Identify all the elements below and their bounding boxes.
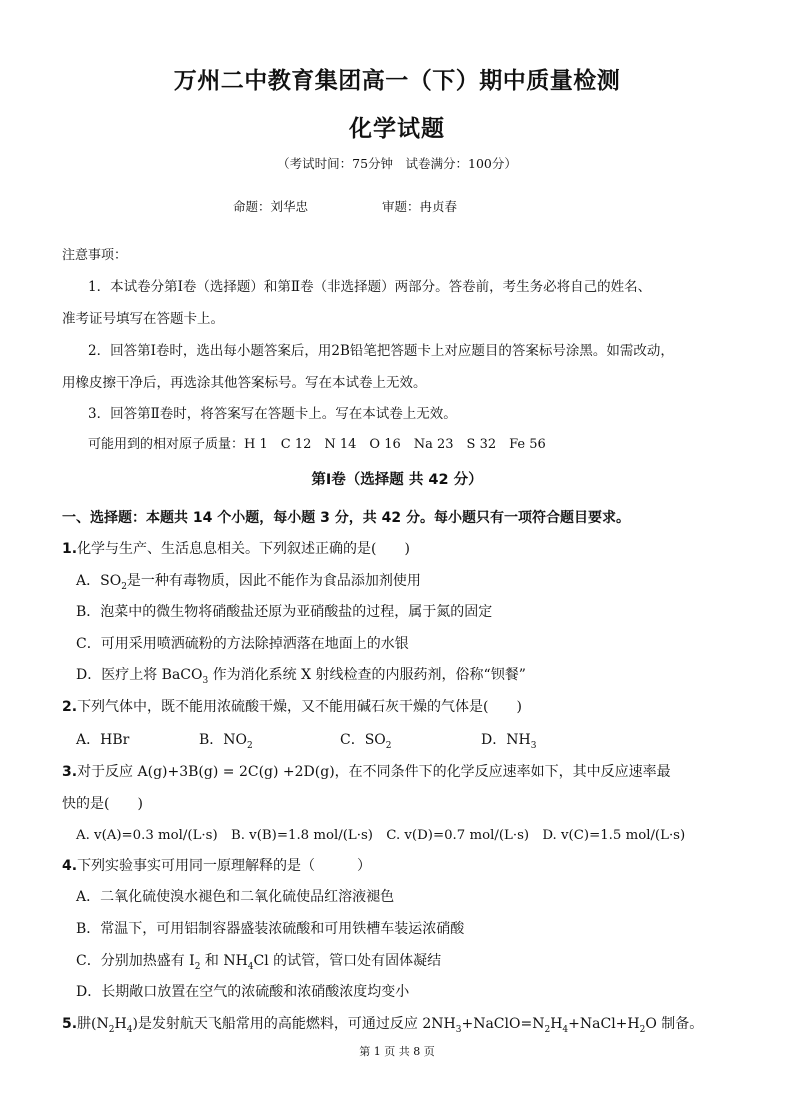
reviewer: 审题：冉贞春 <box>382 199 458 214</box>
q2-option-b: B．$NO_2$ <box>199 732 253 751</box>
question-2-number: 2. <box>62 699 78 715</box>
atomic-masses: 可能用到的相对原子质量：H 1 C 12 N 14 O 16 Na 23 S 32 Fe 56 <box>88 437 546 452</box>
exam-meta: （考试时间：75分钟 试卷满分：100分） <box>277 156 517 171</box>
q1-option-a: A．$SO_2$是一种有毒物质，因此不能作为食品添加剂使用 <box>76 573 421 592</box>
q1-option-d: D．医疗上将 BaCO$_3$ 作为消化系统 X 射线检查的内服药剂，俗称“钡餐” <box>76 667 526 686</box>
q1-option-c: C．可用采用喷洒硫粉的方法除掉洒落在地面上的水银 <box>76 636 409 652</box>
subject-title: 化学试题 <box>349 116 445 142</box>
setter: 命题：刘华忠 <box>233 199 309 214</box>
question-4 <box>62 855 371 875</box>
note-2a: 2．回答第Ⅰ卷时，选出每小题答案后，用2B铅笔把答题卡上对应题目的答案标号涂黑。如需改动， <box>88 343 674 359</box>
question-1 <box>62 538 410 558</box>
question-5: 5.肼$(N_2H_4)$是发射航天飞船常用的高能燃料，可通过反应 $2NH_3+NaClO=N_2H_4+NaCl+H_2O$ 制备。 <box>62 1016 704 1035</box>
question-2 <box>62 696 522 716</box>
q2-option-d: D．$NH_3$ <box>481 732 537 751</box>
q4-option-d: D．长期敞口放置在空气的浓硫酸和浓硝酸浓度均变小 <box>76 984 410 1000</box>
page-footer: 第 1 页 共 8 页 <box>359 1045 435 1058</box>
notes-heading: 注意事项： <box>62 248 128 263</box>
question-3-stem-1: 对于反应 A(g)+3B(g) = 2C(g) +2D(g)，在不同条件下的化学反应速率如下，其中反应速率最 <box>77 764 671 780</box>
question-1-number: 1. <box>62 541 78 557</box>
section-instruction: 一、选择题：本题共 14 个小题，每小题 3 分，共 42 分。每小题只有一项符合题目要求。 <box>62 510 630 526</box>
question-3-number: 3. <box>62 764 78 780</box>
question-4-stem: 下列实验事实可用同一原理解释的是（ ） <box>77 858 372 874</box>
q2-option-a: A．HBr <box>76 732 130 748</box>
q1-option-b: B．泡菜中的微生物将硝酸盐还原为亚硝酸盐的过程，属于氮的固定 <box>76 604 493 620</box>
q3-options: A. v(A)=0.3 mol/(L·s) B. v(B)=1.8 mol/(L·s) C. v(D)=0.7 mol/(L·s) D. v(C)=1.5 mol/(L·s) <box>76 828 686 843</box>
q4-option-c: C．分别加热盛有 $I_2$ 和 $NH_4Cl$ 的试管，管口处有固体凝结 <box>76 953 442 972</box>
question-3 <box>62 761 671 781</box>
note-2b: 用橡皮擦干净后，再选涂其他答案标号。写在本试卷上无效。 <box>62 375 427 391</box>
q4-option-a: A．二氧化硫使溴水褪色和二氧化硫使品红溶液褪色 <box>76 889 395 905</box>
authors-line <box>233 197 457 215</box>
exam-title: 万州二中教育集团高一（下）期中质量检测 <box>173 68 621 94</box>
q2-option-c: C．$SO_2$ <box>340 732 392 751</box>
question-5-number: 5. <box>62 1016 78 1032</box>
q4-option-b: B．常温下，可用铝制容器盛装浓硫酸和可用铁槽车装运浓硝酸 <box>76 921 465 937</box>
section-title: 第Ⅰ卷（选择题 共 42 分） <box>311 472 483 488</box>
question-3-stem-2: 快的是( ) <box>62 796 143 812</box>
question-4-number: 4. <box>62 858 78 874</box>
question-2-stem: 下列气体中，既不能用浓硫酸干燥，又不能用碱石灰干燥的气体是( ) <box>77 699 522 715</box>
note-1b: 准考证号填写在答题卡上。 <box>62 311 224 327</box>
note-3: 3．回答第Ⅱ卷时，将答案写在答题卡上。写在本试卷上无效。 <box>88 406 457 422</box>
question-1-stem: 化学与生产、生活息息相关。下列叙述正确的是( ) <box>77 541 410 557</box>
note-1a: 1．本试卷分第Ⅰ卷（选择题）和第Ⅱ卷（非选择题）两部分。答卷前，考生务必将自己的姓名、 <box>88 279 652 295</box>
